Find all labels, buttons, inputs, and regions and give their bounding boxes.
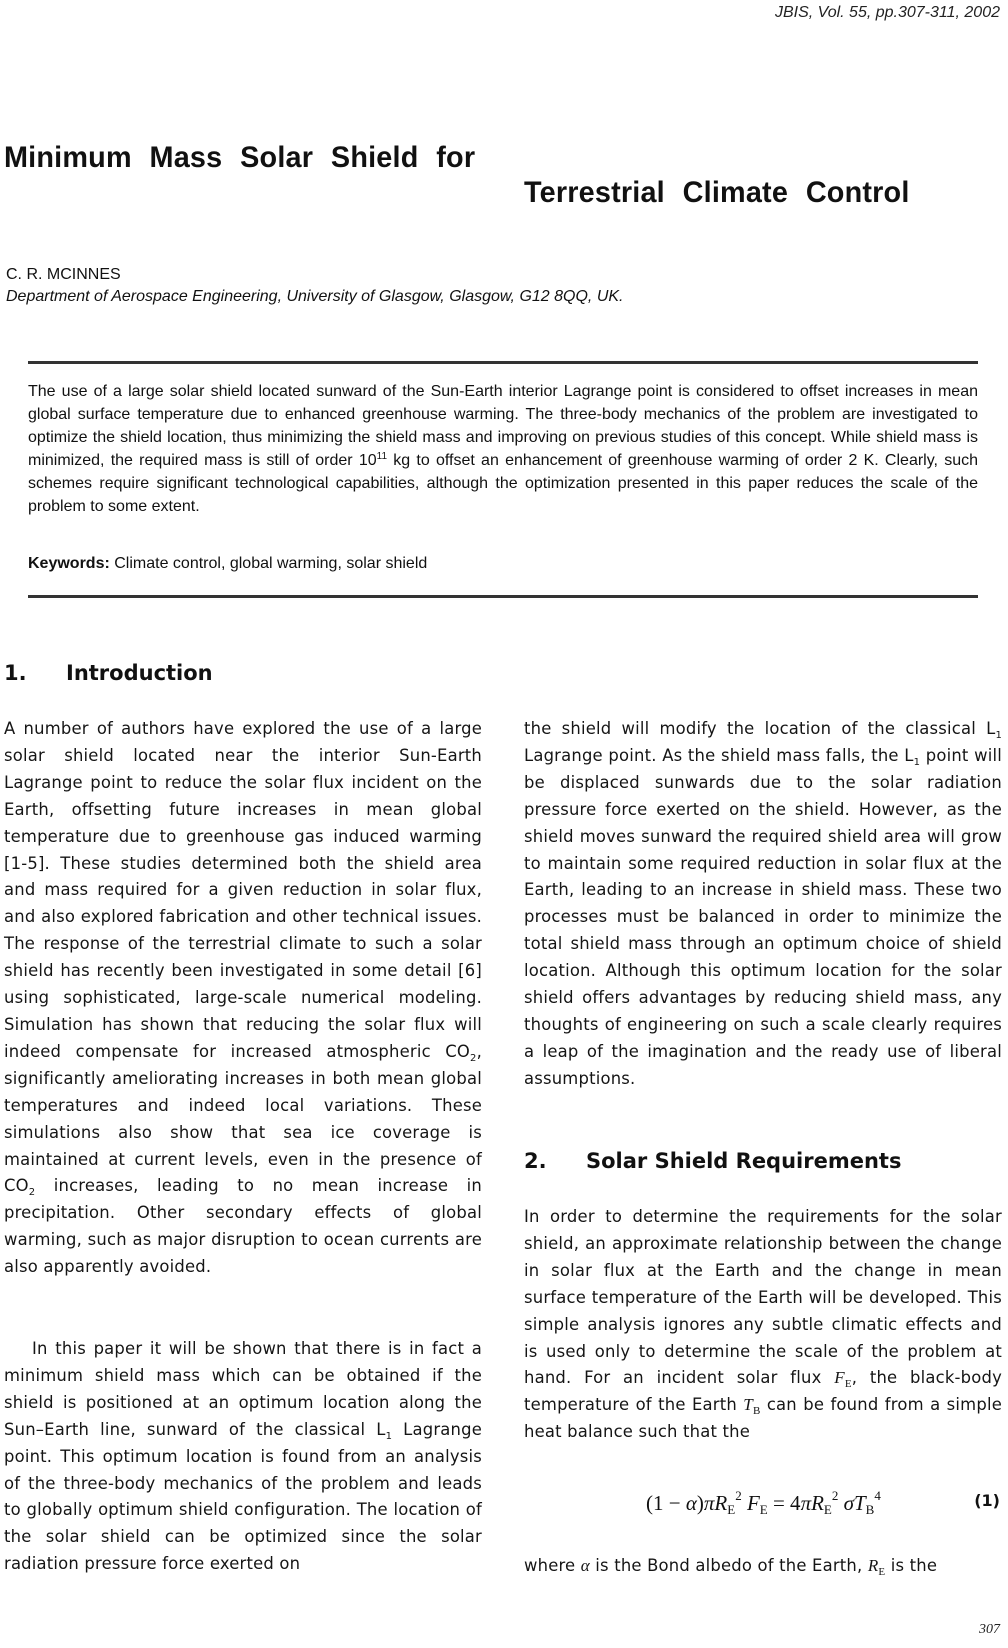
- intro-paragraph-2-continued: [524, 716, 1002, 1093]
- subscript: B: [752, 1405, 761, 1418]
- variable: T: [743, 1395, 753, 1415]
- keywords-label: Keywords:: [28, 555, 110, 572]
- text-run: , the black-body temperature of the Earth: [524, 1368, 1003, 1415]
- variable: R: [867, 1556, 879, 1575]
- text-run: can be found from a simple heat balance such that the: [524, 1395, 1002, 1442]
- paren: ): [696, 1491, 704, 1515]
- variable: F: [834, 1368, 845, 1388]
- requirements-paragraph-2: [524, 1553, 1002, 1580]
- text-run: is the Bond albedo of the Earth,: [589, 1556, 868, 1575]
- requirements-paragraph-1: [524, 1204, 1002, 1446]
- paper-title-line-2: Terrestrial Climate Control: [524, 176, 910, 209]
- superscript: 2: [735, 1488, 742, 1503]
- subscript: E: [844, 1378, 852, 1391]
- superscript: 4: [874, 1488, 881, 1503]
- text-run: where: [524, 1556, 581, 1575]
- abstract-mass-exponent: 11: [376, 451, 388, 462]
- term: 1 −: [653, 1491, 686, 1515]
- subscript: E: [878, 1566, 886, 1578]
- pi-symbol: π: [703, 1491, 715, 1515]
- author-name: C. R. MCINNES: [6, 266, 121, 283]
- page-number: 307: [979, 1622, 1000, 1637]
- text-run: In order to determine the requirements for the solar shield, an approximate relationship between the change in solar flux at the Earth and the change in mean surface temperature of the Earth will be developed. This simple analysis ignores any subtle climatic effects and is used only to determine the scale of the problem at hand. For an incident solar flux: [524, 1207, 1002, 1388]
- alpha-symbol: α: [580, 1556, 590, 1575]
- text-run: A number of authors have explored the use of a large solar shield located near the interior Sun-Earth Lagrange point to reduce the solar flux incident on the Earth, offsetting future increases in mean global temperature due to greenhouse gas induced warming [1-5]. These studies determined both the shield area and mass required for a given reduction in solar flux, and also explored fabrication and other technical issues. The response of the terrestrial climate to such a solar shield has recently been investigated in some detail [6] using sophisticated, large-scale numerical modeling. Simulation has shown that reducing the solar flux will indeed compensate for increased atmospheric CO: [4, 719, 482, 1061]
- abstract: [28, 380, 978, 518]
- alpha-symbol: α: [685, 1491, 697, 1515]
- sigma-symbol: σ: [843, 1491, 854, 1515]
- subscript: 1: [913, 756, 921, 768]
- paren: (: [646, 1491, 653, 1515]
- math-variable: [867, 1556, 886, 1578]
- abstract-mass-base: 10: [358, 452, 377, 469]
- math-variable: [834, 1368, 852, 1391]
- radius-symbol: R: [811, 1491, 824, 1515]
- text-run: is the: [885, 1556, 938, 1575]
- section-heading-introduction: [4, 661, 213, 685]
- text-run: increases, leading to no mean increase in precipitation. Other secondary effects of global warming, such as major disruption to ocean currents are also apparently avoided.: [4, 1176, 482, 1277]
- radius-symbol: R: [714, 1491, 728, 1515]
- text-run: , significantly ameliorating increases in both mean global temperatures and indeed local variations. These simulations also show that sea ice coverage is maintained at current levels, even in the presence of CO: [4, 1041, 482, 1196]
- subscript: 2: [28, 1187, 36, 1199]
- abstract-bottom-rule: [28, 595, 978, 598]
- section-number: 1.: [4, 661, 27, 685]
- subscript: E: [823, 1502, 832, 1517]
- abstract-top-rule: [28, 361, 978, 364]
- author-affiliation: Department of Aerospace Engineering, University of Glasgow, Glasgow, G12 8QQ, UK.: [6, 288, 624, 305]
- intro-paragraph-2: [4, 1336, 482, 1578]
- keywords: [28, 555, 427, 573]
- equals: = 4: [767, 1491, 801, 1515]
- superscript: 2: [831, 1488, 839, 1503]
- equation-1: [646, 1488, 881, 1518]
- journal-reference: JBIS, Vol. 55, pp.307-311, 2002: [774, 4, 1000, 21]
- subscript: 2: [470, 1052, 477, 1064]
- subscript: E: [759, 1502, 768, 1517]
- equation-number: (1): [974, 1491, 1000, 1510]
- flux-symbol: F: [746, 1491, 760, 1515]
- text-run: the shield will modify the location of the classical L: [524, 719, 996, 738]
- subscript: E: [727, 1502, 736, 1517]
- text-run: Lagrange point. As the shield mass falls, the L: [524, 745, 914, 765]
- pi-symbol: π: [800, 1491, 812, 1515]
- section-number: 2.: [524, 1149, 547, 1173]
- text-run: point will be displaced sunwards due to the solar radiation pressure force exerted on the shield. However, as the shield moves sunward the required shield area will grow to maintain some required reduction in solar flux at the Earth, leading to an increase in shield mass. These two processes must be balanced in order to minimize the total shield mass through an optimum choice of shield location. Although this optimum location for the solar shield offers advantages by reducing shield mass, any thoughts of engineering on such a scale clearly requires a leap of the imagination and the ready use of liberal assumptions.: [524, 745, 1002, 1088]
- subscript: 1: [385, 1430, 393, 1442]
- section-heading-solar-shield-requirements: [524, 1149, 901, 1173]
- section-title: Introduction: [66, 661, 213, 685]
- abstract-text-1: The use of a large solar shield located sunward of the Sun-Earth interior Lagrange point is considered to offset increases in mean global surface temperature due to enhanced greenhouse warming. The three-body mechanics of the problem are investigated to optimize the shield location, thus minimizing the shield mass and improving on previous studies of this concept. While shield mass is minimized, the required mass is still of order: [28, 383, 978, 469]
- subscript: B: [865, 1502, 875, 1517]
- temperature-symbol: T: [853, 1491, 866, 1515]
- intro-paragraph-1: [4, 716, 482, 1281]
- section-title: Solar Shield Requirements: [586, 1149, 902, 1173]
- subscript: 1: [995, 730, 1002, 741]
- keywords-value: Climate control, global warming, solar shield: [109, 555, 428, 572]
- math-variable: [743, 1395, 761, 1418]
- paper-title-line-1: Minimum Mass Solar Shield for: [4, 141, 476, 174]
- text-run: In this paper it will be shown that there is in fact a minimum shield mass which can be obtained if the shield is positioned at an optimum location along the Sun–Earth line, sunward of the classical L: [4, 1339, 482, 1439]
- abstract-text-2: kg to offset an enhancement of greenhouse warming of order 2 K. Clearly, such schemes require significant technological capabilities, although the optimization presented in this paper reduces the scale of the problem to some extent.: [28, 452, 979, 515]
- text-run: Lagrange point. This optimum location is found from an analysis of the three-body mechanics of the problem and leads to globally optimum shield configuration. The location of the solar shield can be optimized since the solar radiation pressure force exerted on: [4, 1419, 482, 1574]
